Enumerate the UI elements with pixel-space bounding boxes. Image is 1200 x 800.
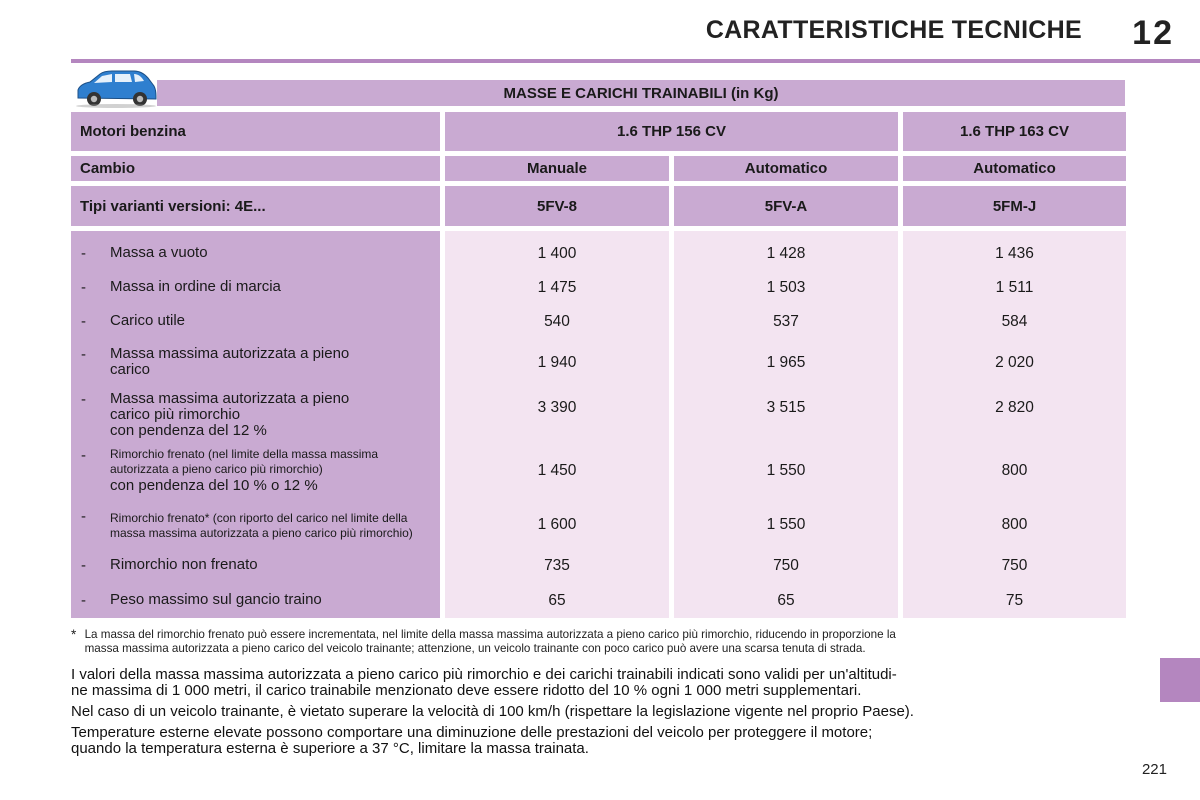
row-value-3: 1 511 [995, 279, 1034, 296]
row-dash: - [81, 346, 86, 363]
row-label [71, 346, 440, 378]
paragraph-line: Temperature esterne elevate possono comportare una diminuzione delle prestazioni del veicolo per proteggere il motore; [71, 724, 873, 741]
table-banner: MASSE E CARICHI TRAINABILI (in Kg) [157, 80, 1125, 106]
paragraph-line: I valori della massa massima autorizzata a pieno carico più rimorchio e dei carichi trainabili indicati sono validi per un'altitudi- [71, 666, 897, 683]
row-dash: - [81, 245, 86, 262]
row-value-2: 1 965 [766, 354, 806, 371]
row-value-2: 65 [777, 592, 795, 609]
page-number: 221 [1141, 761, 1167, 778]
row-label [71, 391, 440, 439]
row-label-line: Massa massima autorizzata a pieno [110, 390, 350, 407]
row-value-3: 75 [1005, 592, 1024, 609]
gearbox-col3: Automatico [903, 156, 1126, 181]
gearbox-col1: Manuale [445, 156, 669, 181]
engine-b-header: 1.6 THP 163 CV [903, 112, 1126, 151]
row-value-3: 1 436 [995, 245, 1034, 262]
page-title: CARATTERISTICHE TECNICHE [705, 16, 1082, 44]
row-value-2: 3 515 [766, 399, 806, 416]
row-value-1: 1 600 [537, 516, 577, 533]
row-label-line: carico [110, 361, 151, 378]
row-dash: - [81, 508, 86, 525]
row-value-2: 1 503 [766, 279, 806, 296]
gearbox-row-label: Cambio [71, 156, 440, 181]
row-label-line: Massa massima autorizzata a pieno [110, 345, 350, 362]
variant-col1: 5FV-8 [445, 186, 669, 226]
row-label-line: Rimorchio frenato (nel limite della massa massima [110, 447, 379, 461]
row-value-1: 1 400 [537, 245, 577, 262]
row-label-line: carico più rimorchio [110, 406, 241, 423]
variant-row [71, 186, 1126, 226]
row-label-line: con pendenza del 10 % o 12 % [110, 477, 318, 494]
variant-col2: 5FV-A [674, 186, 898, 226]
footnote [71, 627, 1099, 655]
car-icon [72, 68, 158, 108]
engine-a-header: 1.6 THP 156 CV [445, 112, 898, 151]
row-value-1: 540 [544, 313, 570, 330]
paragraph-speed: Nel caso di un veicolo trainante, è vietato superare la velocità di 100 km/h (rispettare la legislazione vigente nel proprio Paese). [71, 703, 914, 720]
row-value-1: 1 940 [537, 354, 577, 371]
row-value-2: 1 550 [766, 516, 806, 533]
row-label-line: con pendenza del 12 % [110, 422, 267, 439]
row-label-line: autorizzata a pieno carico più rimorchio) [110, 462, 323, 476]
row-dash: - [81, 557, 86, 574]
row-dash: - [81, 279, 86, 296]
gearbox-col2: Automatico [674, 156, 898, 181]
paragraph-altitude [71, 667, 1129, 699]
row-value-1: 1 450 [537, 462, 577, 479]
row-label: Peso massimo sul gancio traino [110, 591, 322, 608]
row-value-1: 735 [544, 557, 570, 574]
row-value-3: 2 820 [995, 399, 1034, 416]
row-dash: - [81, 313, 86, 330]
row-label-line: massa massima autorizzata a pieno carico più rimorchio) [110, 526, 413, 540]
row-label [71, 447, 440, 494]
engine-row [71, 112, 1126, 151]
row-value-1: 65 [548, 592, 566, 609]
row-label-line: Rimorchio frenato* (con riporto del carico nel limite della [110, 511, 408, 525]
row-value-1: 1 475 [537, 279, 577, 296]
engine-row-label: Motori benzina [71, 112, 440, 151]
row-value-3: 584 [1001, 313, 1028, 330]
variant-row-label: Tipi varianti versioni: 4E... [71, 186, 440, 226]
mass-table-body [71, 231, 1126, 618]
chapter-number: 12 [1132, 14, 1174, 52]
paragraph-temperature [71, 725, 1129, 757]
row-value-2: 750 [773, 557, 799, 574]
row-label: Carico utile [110, 312, 186, 329]
row-value-3: 800 [1001, 516, 1028, 533]
header-divider [71, 59, 1200, 63]
variant-col3: 5FM-J [903, 186, 1126, 226]
paragraph-line: quando la temperatura esterna è superiore a 37 °C, limitare la massa trainata. [71, 740, 589, 757]
row-value-3: 2 020 [995, 354, 1034, 371]
row-value-1: 3 390 [537, 399, 577, 416]
row-label: Massa in ordine di marcia [110, 278, 281, 295]
row-value-2: 1 428 [766, 245, 806, 262]
row-value-2: 1 550 [766, 462, 806, 479]
gearbox-row [71, 156, 1126, 181]
footnote-line: massa massima autorizzata a pieno carico del veicolo trainante; attenzione, un veicolo trainante con poco carico può avere una scarsa tenuta di strada. [84, 641, 866, 655]
footnote-marker: * [71, 626, 77, 642]
row-label: Rimorchio non frenato [110, 556, 258, 573]
row-value-3: 750 [1001, 557, 1028, 574]
row-dash: - [81, 447, 86, 464]
row-value-3: 800 [1001, 462, 1028, 479]
chapter-side-tab [1160, 658, 1200, 702]
row-value-2: 537 [773, 313, 799, 330]
paragraph-line: ne massima di 1 000 metri, il carico trainabile menzionato deve essere ridotto del 10 % ogni 1 000 metri supplementari. [71, 682, 862, 699]
row-dash: - [81, 391, 86, 408]
footnote-line: La massa del rimorchio frenato può essere incrementata, nel limite della massa massima autorizzata a pieno carico più rimorchio, riducendo in proporzione la [84, 627, 896, 641]
row-label [71, 511, 440, 541]
row-dash: - [81, 592, 86, 609]
row-label: Massa a vuoto [110, 244, 208, 261]
